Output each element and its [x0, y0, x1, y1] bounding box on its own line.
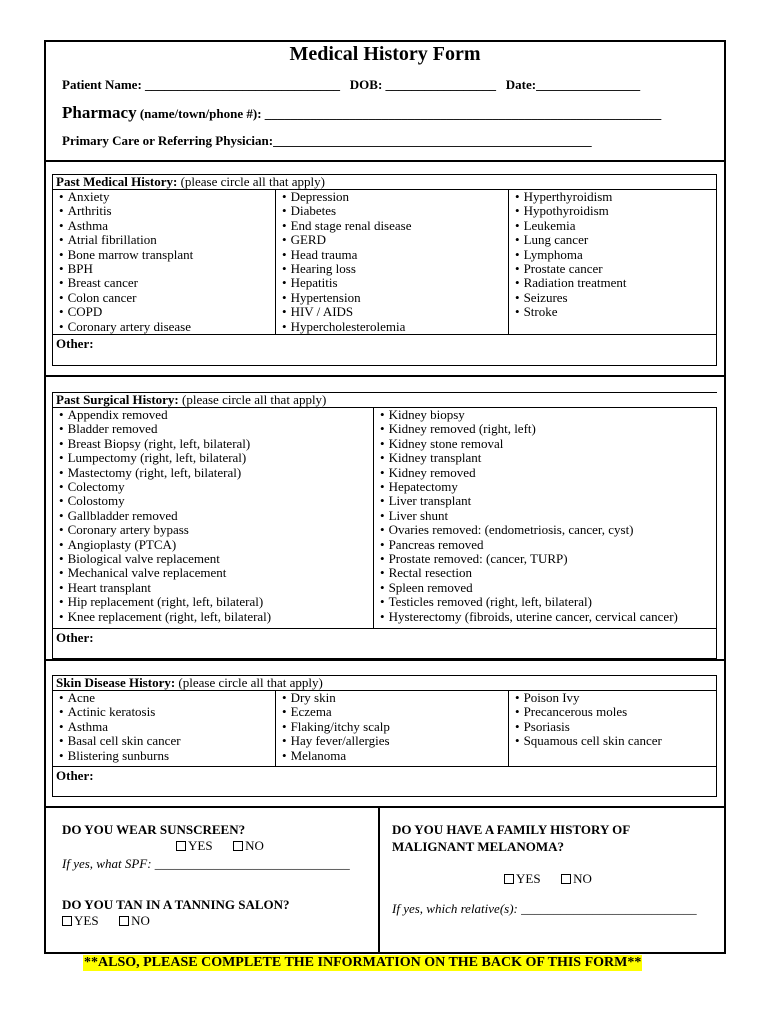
condition-option[interactable]: • Breast cancer	[56, 276, 273, 290]
spf-field[interactable]: If yes, what SPF: ______________________________	[62, 856, 350, 871]
condition-option[interactable]: • Hepatitis	[279, 276, 506, 290]
divider	[44, 806, 726, 808]
form-title: Medical History Form	[289, 43, 481, 65]
tanning-question: DO YOU TAN IN A TANNING SALON?	[62, 897, 290, 912]
pharmacy-line[interactable]	[62, 103, 661, 123]
skin-condition-option[interactable]: • Basal cell skin cancer	[56, 734, 273, 748]
past-medical-history-table	[52, 174, 717, 366]
skin-condition-option[interactable]: • Psoriasis	[512, 720, 714, 734]
relative-field[interactable]: If yes, which relative(s): ___________________________	[392, 901, 697, 916]
surgery-option[interactable]: • Breast Biopsy (right, left, bilateral)	[56, 437, 371, 451]
surgery-option[interactable]: • Mastectomy (right, left, bilateral)	[56, 466, 371, 480]
surgery-option[interactable]: • Prostate removed: (cancer, TURP)	[377, 552, 714, 566]
divider	[44, 659, 726, 661]
family-question-line1: DO YOU HAVE A FAMILY HISTORY OF	[392, 822, 631, 837]
surgery-option[interactable]: • Mechanical valve replacement	[56, 566, 371, 580]
surgery-option[interactable]: • Biological valve replacement	[56, 552, 371, 566]
surgery-option[interactable]: • Kidney transplant	[377, 451, 714, 465]
past-surgical-col2	[377, 408, 714, 624]
surgery-option[interactable]: • Bladder removed	[56, 422, 371, 436]
past-surgical-history-table	[52, 392, 717, 659]
surgery-option[interactable]: • Ovaries removed: (endometriosis, cancer, cyst)	[377, 523, 714, 537]
condition-option[interactable]: • Lymphoma	[512, 248, 714, 262]
skin-condition-option[interactable]: • Eczema	[279, 705, 506, 719]
sunscreen-question: DO YOU WEAR SUNSCREEN?	[62, 822, 246, 837]
surgery-option[interactable]: • Gallbladder removed	[56, 509, 371, 523]
condition-option[interactable]: • HIV / AIDS	[279, 305, 506, 319]
skin-disease-other-field[interactable]: Other:	[53, 767, 717, 797]
skin-condition-option[interactable]: • Dry skin	[279, 691, 506, 705]
surgery-option[interactable]: • Colostomy	[56, 494, 371, 508]
condition-option[interactable]: • End stage renal disease	[279, 219, 506, 233]
condition-option[interactable]: • Hyperthyroidism	[512, 190, 714, 204]
surgery-option[interactable]: • Kidney removed	[377, 466, 714, 480]
skin-condition-option[interactable]: • Asthma	[56, 720, 273, 734]
condition-option[interactable]: • BPH	[56, 262, 273, 276]
family-history-question	[392, 821, 630, 855]
condition-option[interactable]: • Hypertension	[279, 291, 506, 305]
surgery-option[interactable]: • Colectomy	[56, 480, 371, 494]
surgery-option[interactable]: • Testicles removed (right, left, bilateral)	[377, 595, 714, 609]
skin-condition-option[interactable]: • Hay fever/allergies	[279, 734, 506, 748]
condition-option[interactable]: • Lung cancer	[512, 233, 714, 247]
skin-condition-option[interactable]: • Flaking/itchy scalp	[279, 720, 506, 734]
past-surgical-col1	[56, 408, 371, 624]
surgery-option[interactable]: • Appendix removed	[56, 408, 371, 422]
surgery-option[interactable]: • Hip replacement (right, left, bilateral)	[56, 595, 371, 609]
condition-option[interactable]: • COPD	[56, 305, 273, 319]
condition-option[interactable]: • Seizures	[512, 291, 714, 305]
past-medical-col3	[512, 190, 714, 320]
surgery-option[interactable]: • Hepatectomy	[377, 480, 714, 494]
condition-option[interactable]: • Leukemia	[512, 219, 714, 233]
family-history-options	[504, 871, 592, 887]
surgery-option[interactable]: • Lumpectomy (right, left, bilateral)	[56, 451, 371, 465]
skin-condition-option[interactable]: • Precancerous moles	[512, 705, 714, 719]
condition-option[interactable]: • Anxiety	[56, 190, 273, 204]
skin-disease-col2	[279, 691, 506, 763]
condition-option[interactable]: • Hearing loss	[279, 262, 506, 276]
tanning-options	[62, 913, 150, 929]
condition-option[interactable]: • Diabetes	[279, 204, 506, 218]
skin-condition-option[interactable]: • Poison Ivy	[512, 691, 714, 705]
condition-option[interactable]: • Coronary artery disease	[56, 320, 273, 334]
footer-notice: **ALSO, PLEASE COMPLETE THE INFORMATION ON THE BACK OF THIS FORM**	[84, 955, 642, 970]
pharmacy-label: Pharmacy	[62, 103, 137, 122]
surgery-option[interactable]: • Kidney biopsy	[377, 408, 714, 422]
condition-option[interactable]: • Asthma	[56, 219, 273, 233]
surgery-option[interactable]: • Liver transplant	[377, 494, 714, 508]
skin-condition-option[interactable]: • Melanoma	[279, 749, 506, 763]
sunscreen-no-checkbox[interactable]: NO	[233, 838, 264, 853]
surgery-option[interactable]: • Liver shunt	[377, 509, 714, 523]
past-medical-col1	[56, 190, 273, 334]
family-yes-checkbox[interactable]: YES	[504, 871, 541, 886]
skin-condition-option[interactable]: • Acne	[56, 691, 273, 705]
question-divider	[378, 808, 380, 954]
surgery-option[interactable]: • Spleen removed	[377, 581, 714, 595]
past-medical-heading: Past Medical History: (please circle all that apply)	[53, 175, 717, 190]
condition-option[interactable]: • Radiation treatment	[512, 276, 714, 290]
skin-disease-col1	[56, 691, 273, 763]
tanning-yes-checkbox[interactable]: YES	[62, 913, 99, 928]
surgery-option[interactable]: • Pancreas removed	[377, 538, 714, 552]
surgery-option[interactable]: • Kidney stone removal	[377, 437, 714, 451]
condition-option[interactable]: • Arthritis	[56, 204, 273, 218]
condition-option[interactable]: • Hypercholesterolemia	[279, 320, 506, 334]
sunscreen-yes-checkbox[interactable]: YES	[176, 838, 213, 853]
surgery-option[interactable]: • Kidney removed (right, left)	[377, 422, 714, 436]
skin-condition-option[interactable]: • Actinic keratosis	[56, 705, 273, 719]
surgery-option[interactable]: • Rectal resection	[377, 566, 714, 580]
condition-option[interactable]: • Stroke	[512, 305, 714, 319]
skin-disease-heading: Skin Disease History: (please circle all that apply)	[53, 676, 717, 691]
past-surgical-heading: Past Surgical History: (please circle all that apply)	[53, 393, 717, 408]
skin-disease-col3	[512, 691, 714, 749]
skin-condition-option[interactable]: • Blistering sunburns	[56, 749, 273, 763]
surgery-option[interactable]: • Knee replacement (right, left, bilateral)	[56, 610, 371, 624]
surgery-option[interactable]: • Hysterectomy (fibroids, uterine cancer, cervical cancer)	[377, 610, 714, 624]
condition-option[interactable]: • Head trauma	[279, 248, 506, 262]
patient-info-line[interactable]: Patient Name: ______________________________ DOB: _________________ Date:________________	[62, 77, 641, 92]
skin-disease-history-table	[52, 675, 717, 797]
divider	[44, 375, 726, 377]
condition-option[interactable]: • Depression	[279, 190, 506, 204]
condition-option[interactable]: • Bone marrow transplant	[56, 248, 273, 262]
physician-line[interactable]: Primary Care or Referring Physician:_________________________________________________	[62, 133, 592, 148]
surgery-option[interactable]: • Angioplasty (PTCA)	[56, 538, 371, 552]
condition-option[interactable]: • Colon cancer	[56, 291, 273, 305]
sunscreen-options	[176, 838, 264, 854]
divider	[44, 160, 726, 162]
surgery-option[interactable]: • Heart transplant	[56, 581, 371, 595]
skin-condition-option[interactable]: • Squamous cell skin cancer	[512, 734, 714, 748]
past-medical-other-field[interactable]: Other:	[53, 335, 717, 366]
past-medical-col2	[279, 190, 506, 334]
tanning-no-checkbox[interactable]: NO	[119, 913, 150, 928]
family-no-checkbox[interactable]: NO	[561, 871, 592, 886]
condition-option[interactable]: • Atrial fibrillation	[56, 233, 273, 247]
condition-option[interactable]: • Prostate cancer	[512, 262, 714, 276]
condition-option[interactable]: • Hypothyroidism	[512, 204, 714, 218]
surgery-option[interactable]: • Coronary artery bypass	[56, 523, 371, 537]
past-surgical-other-field[interactable]: Other:	[53, 629, 717, 659]
pharmacy-field[interactable]: (name/town/phone #): _____________________________________________________________	[136, 106, 662, 121]
family-question-line2: MALIGNANT MELANOMA?	[392, 839, 565, 854]
condition-option[interactable]: • GERD	[279, 233, 506, 247]
